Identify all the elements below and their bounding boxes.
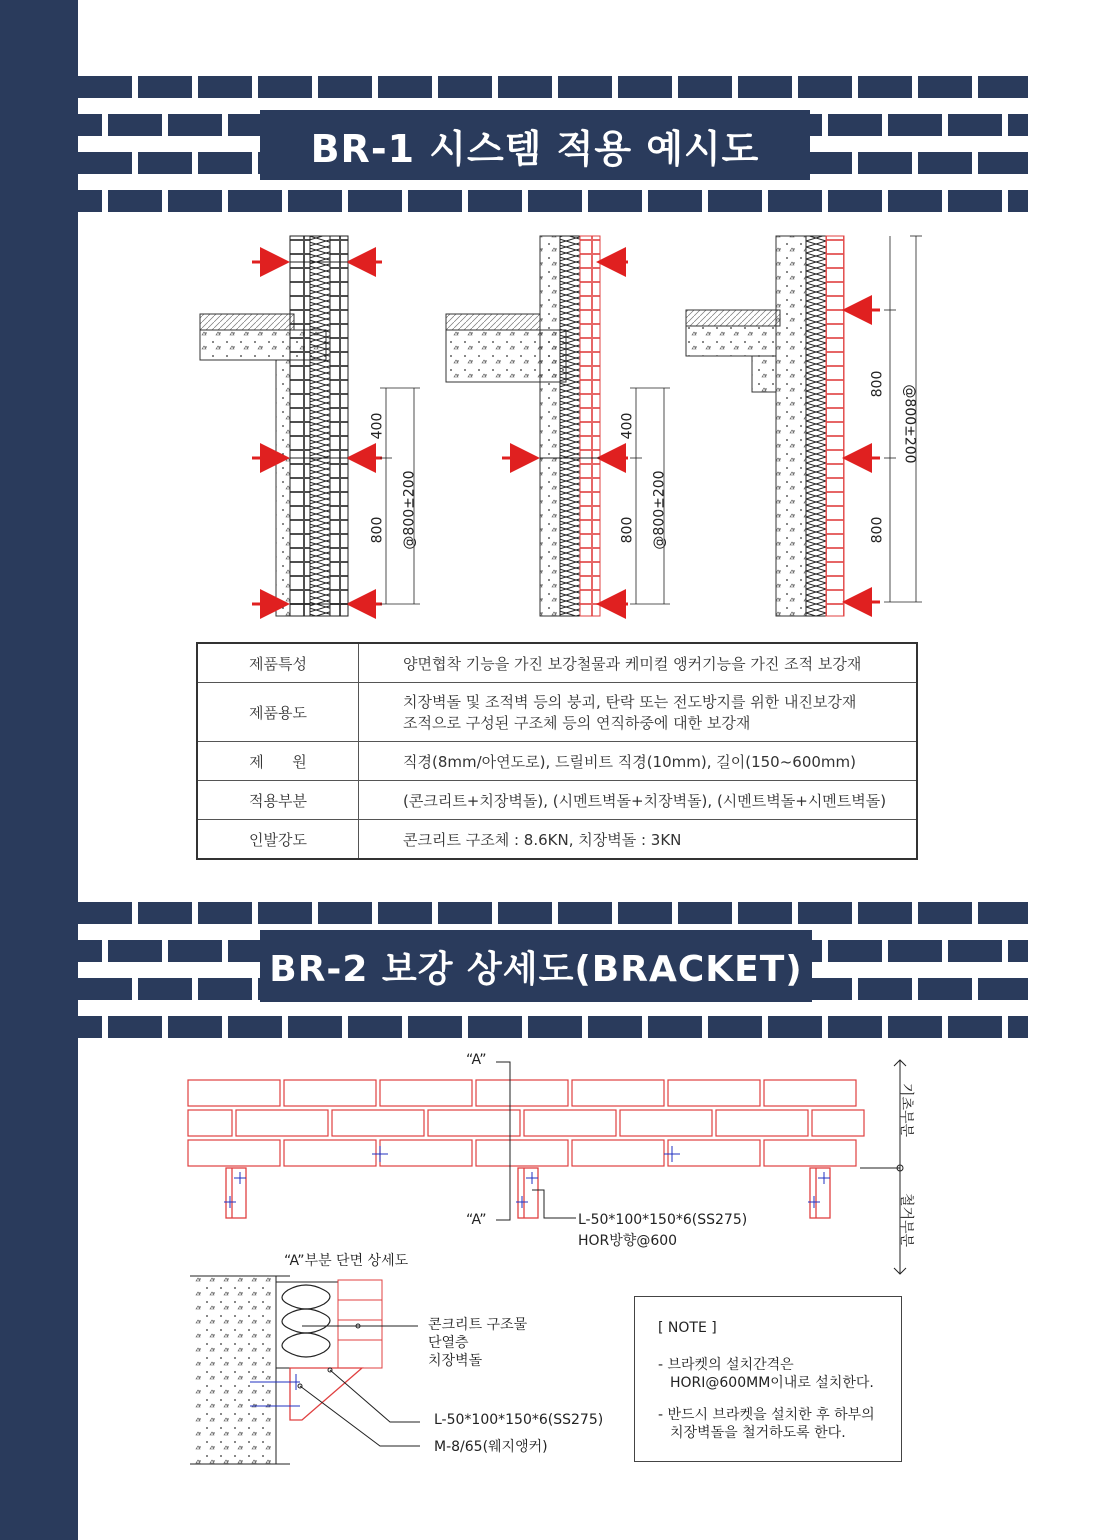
dim-400-a: 400	[369, 412, 386, 440]
band-brick	[858, 902, 912, 924]
band-brick	[138, 902, 192, 924]
band-brick	[78, 940, 102, 962]
br1-system-drawings	[196, 226, 926, 626]
spec-value-line: 치장벽돌 및 조적벽 등의 붕괴, 탄락 또는 전도방지를 위한 내진보강재	[403, 693, 857, 711]
band-brick	[168, 1016, 222, 1038]
band-brick	[408, 1016, 462, 1038]
band-brick	[318, 902, 372, 924]
band-brick	[378, 902, 432, 924]
spec-table	[196, 642, 918, 860]
band-brick	[1008, 1016, 1028, 1038]
dim-400-b: 400	[619, 412, 636, 440]
elevation-brick	[428, 1110, 520, 1136]
band-brick	[858, 76, 912, 98]
dim-800-c1: 800	[869, 370, 886, 398]
table-row	[197, 683, 917, 742]
band-brick	[558, 76, 612, 98]
band-brick	[948, 940, 1002, 962]
band-brick	[828, 190, 882, 212]
section1-title: BR-1 시스템 적용 예시도	[260, 110, 810, 180]
band-brick	[378, 76, 432, 98]
band-brick	[918, 76, 972, 98]
note-item1-line2: HORI@600MM이내로 설치한다.	[670, 1375, 874, 1391]
elevation-brick	[572, 1080, 664, 1106]
band-brick	[138, 152, 192, 174]
band-brick	[108, 940, 162, 962]
band-brick	[78, 76, 132, 98]
elevation-brick	[380, 1140, 472, 1166]
note-heading: [ NOTE ]	[658, 1320, 717, 1336]
hor-spacing-label: HOR방향@600	[578, 1233, 678, 1249]
band-brick	[138, 76, 192, 98]
spec-value: (콘크리트+치장벽돌), (시멘트벽돌+치장벽돌), (시멘트벽돌+시멘트벽돌)	[359, 781, 918, 820]
band-brick	[108, 114, 162, 136]
elevation-brick	[332, 1110, 424, 1136]
band-brick	[618, 76, 672, 98]
band-brick	[678, 76, 732, 98]
spec-key: 제 원	[197, 742, 359, 781]
angle-spec-label: L-50*100*150*6(SS275)	[434, 1412, 604, 1428]
removal-part-label: 철거부분	[898, 1192, 915, 1248]
band-brick	[768, 190, 822, 212]
band-brick	[738, 76, 792, 98]
note-item1-line1: - 브라켓의 설치간격은	[658, 1357, 794, 1373]
elevation-brick	[188, 1080, 280, 1106]
band-brick	[168, 940, 222, 962]
elevation-brick	[716, 1110, 808, 1136]
spec-key: 제품용도	[197, 683, 359, 742]
spec-value: 양면협착 기능을 가진 보강철물과 케미컬 앵커기능을 가진 조적 보강재	[359, 643, 918, 683]
band-brick	[648, 1016, 702, 1038]
band-brick	[78, 1016, 102, 1038]
band-brick	[408, 190, 462, 212]
band-brick	[198, 76, 252, 98]
band-brick	[498, 76, 552, 98]
spec-key: 제품특성	[197, 643, 359, 683]
band-brick	[888, 1016, 942, 1038]
band-brick	[618, 902, 672, 924]
elevation-brick	[188, 1140, 280, 1166]
band-brick	[978, 152, 1028, 174]
section-mark-a-bottom: “A”	[466, 1212, 487, 1228]
band-brick	[888, 940, 942, 962]
layer-insulation: 단열층	[428, 1335, 469, 1351]
band-brick	[498, 902, 552, 924]
bracket-elevation-drawing	[180, 1050, 920, 1280]
band-brick	[768, 1016, 822, 1038]
band-brick	[108, 190, 162, 212]
band-brick	[588, 190, 642, 212]
elevation-brick	[380, 1080, 472, 1106]
band-brick	[198, 902, 252, 924]
detail-title: “A”부분 단면 상세도	[284, 1253, 409, 1269]
elevation-brick	[764, 1140, 856, 1166]
spec-value-line: 조적으로 구성된 구조체 등의 연직하중에 대한 보강재	[403, 714, 751, 732]
base-part-label: 기초부분	[898, 1082, 915, 1138]
left-sidebar-band	[0, 0, 78, 1540]
table-row	[197, 781, 917, 820]
band-brick	[918, 902, 972, 924]
band-brick	[198, 152, 252, 174]
dim-800-c2: 800	[869, 516, 886, 544]
elevation-brick	[236, 1110, 328, 1136]
band-brick	[648, 190, 702, 212]
band-brick	[468, 1016, 522, 1038]
band-brick	[978, 902, 1028, 924]
band-brick	[108, 1016, 162, 1038]
band-brick	[558, 902, 612, 924]
band-brick	[948, 114, 1002, 136]
table-row	[197, 820, 917, 860]
note-item2-line2: 치장벽돌을 철거하도록 한다.	[670, 1425, 846, 1441]
dim-800-a: 800	[369, 516, 386, 544]
band-brick	[1008, 940, 1028, 962]
drawing-3	[686, 236, 922, 616]
band-brick	[528, 1016, 582, 1038]
band-brick	[198, 978, 252, 1000]
elevation-brick	[812, 1110, 864, 1136]
spec-value	[359, 683, 918, 742]
drawing-2	[446, 236, 670, 616]
band-brick	[348, 190, 402, 212]
band-brick	[348, 1016, 402, 1038]
band-brick	[798, 76, 852, 98]
band-brick	[978, 76, 1028, 98]
band-brick	[258, 902, 312, 924]
band-brick	[288, 190, 342, 212]
band-brick	[918, 152, 972, 174]
dim-pitch-b: @800±200	[651, 470, 668, 550]
band-brick	[858, 152, 912, 174]
elevation-brick	[188, 1110, 232, 1136]
band-brick	[708, 1016, 762, 1038]
dim-pitch-c: @800±200	[901, 384, 918, 464]
section-a-detail-drawing	[190, 1270, 630, 1470]
section2-title: BR-2 보강 상세도(BRACKET)	[260, 930, 812, 1002]
band-brick	[978, 978, 1028, 1000]
elevation-brick	[764, 1080, 856, 1106]
anchor-spec-label: M-8/65(웨지앵커)	[434, 1439, 548, 1455]
table-row	[197, 643, 917, 683]
band-brick	[78, 152, 132, 174]
elevation-brick	[284, 1140, 376, 1166]
band-brick	[228, 190, 282, 212]
band-brick	[528, 190, 582, 212]
band-brick	[438, 76, 492, 98]
dim-pitch-a: @800±200	[401, 470, 418, 550]
band-brick	[888, 114, 942, 136]
spec-value: 직경(8mm/아연도로), 드릴비트 직경(10mm), 길이(150~600mm)	[359, 742, 918, 781]
band-brick	[678, 902, 732, 924]
band-brick	[708, 190, 762, 212]
band-brick	[1008, 114, 1028, 136]
dim-800-b: 800	[619, 516, 636, 544]
band-brick	[798, 902, 852, 924]
band-brick	[168, 190, 222, 212]
band-brick	[888, 190, 942, 212]
band-brick	[738, 902, 792, 924]
band-brick	[828, 1016, 882, 1038]
spec-key: 인발강도	[197, 820, 359, 860]
band-brick	[1008, 190, 1028, 212]
layer-facing-brick: 치장벽돌	[428, 1353, 483, 1369]
elevation-brick	[284, 1080, 376, 1106]
band-brick	[858, 978, 912, 1000]
band-brick	[468, 190, 522, 212]
spec-key: 적용부분	[197, 781, 359, 820]
band-brick	[948, 1016, 1002, 1038]
band-brick	[288, 1016, 342, 1038]
elevation-brick	[668, 1080, 760, 1106]
bracket-spec-label: L-50*100*150*6(SS275)	[578, 1212, 748, 1228]
band-brick	[78, 114, 102, 136]
elevation-brick	[572, 1140, 664, 1166]
band-brick	[78, 978, 132, 1000]
band-brick	[258, 76, 312, 98]
layer-concrete: 콘크리트 구조물	[428, 1317, 528, 1333]
band-brick	[828, 114, 882, 136]
band-brick	[588, 1016, 642, 1038]
band-brick	[438, 902, 492, 924]
band-brick	[228, 1016, 282, 1038]
band-brick	[828, 940, 882, 962]
note-item2-line1: - 반드시 브라켓을 설치한 후 하부의	[658, 1407, 875, 1423]
spec-value: 콘크리트 구조체 : 8.6KN, 치장벽돌 : 3KN	[359, 820, 918, 860]
band-brick	[918, 978, 972, 1000]
band-brick	[318, 76, 372, 98]
band-brick	[138, 978, 192, 1000]
elevation-brick	[668, 1140, 760, 1166]
elevation-brick	[476, 1080, 568, 1106]
band-brick	[168, 114, 222, 136]
band-brick	[78, 190, 102, 212]
elevation-brick	[620, 1110, 712, 1136]
elevation-brick	[524, 1110, 616, 1136]
table-row	[197, 742, 917, 781]
drawing-1	[200, 236, 420, 616]
band-brick	[948, 190, 1002, 212]
band-brick	[78, 902, 132, 924]
section-mark-a-top: “A”	[466, 1052, 487, 1068]
elevation-brick	[476, 1140, 568, 1166]
